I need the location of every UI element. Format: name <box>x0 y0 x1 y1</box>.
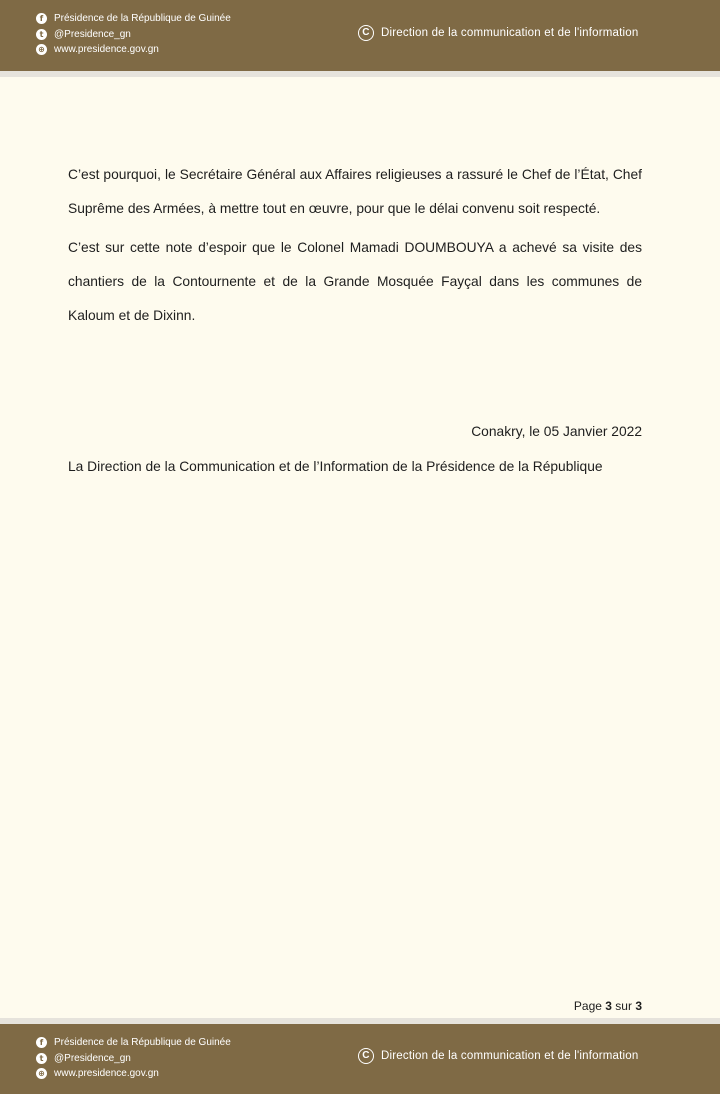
footer-facebook-row[interactable] <box>36 1035 231 1051</box>
page-middle: sur <box>615 999 632 1013</box>
header-social-links <box>36 11 231 58</box>
footer-credit <box>358 1048 638 1064</box>
copyright-icon: C <box>358 1048 374 1064</box>
footer-social-links <box>36 1035 231 1082</box>
globe-icon: ⊕ <box>36 1068 47 1079</box>
page-prefix: Page <box>573 999 602 1013</box>
header-credit <box>358 25 638 41</box>
footer-band <box>0 1024 720 1094</box>
document-body <box>68 158 642 338</box>
page-current: 3 <box>605 999 612 1013</box>
page-total: 3 <box>635 999 642 1013</box>
paragraph-1: C’est pourquoi, le Secrétaire Général aux Affaires religieuses a rassuré le Chef de l’État, Chef Suprême des Armées, à mettre tout en œuvre, pour que le délai convenu soit respecté. <box>68 167 642 216</box>
footer-facebook-text: Présidence de la République de Guinée <box>54 1037 231 1048</box>
footer-twitter-text: @Presidence_gn <box>54 1052 131 1064</box>
twitter-icon: t <box>36 1053 47 1064</box>
footer-website-row[interactable] <box>36 1066 231 1082</box>
globe-icon: ⊕ <box>36 44 47 55</box>
header-facebook-text: Présidence de la République de Guinée <box>54 13 231 24</box>
page-number <box>574 997 642 1015</box>
date-line: Conakry, le 05 Janvier 2022 <box>471 424 642 439</box>
header-website-row[interactable] <box>36 42 231 58</box>
header-divider <box>0 71 720 77</box>
copyright-icon: C <box>358 25 374 41</box>
header-website-text: www.presidence.gov.gn <box>54 44 159 55</box>
signature-line: La Direction de la Communication et de l’Information de la Présidence de la République <box>68 459 603 474</box>
twitter-icon: t <box>36 29 47 40</box>
header-band <box>0 0 720 71</box>
header-credit-text: Direction de la communication et de l'information <box>381 27 639 39</box>
footer-credit-text: Direction de la communication et de l'information <box>381 1050 639 1062</box>
paragraph-2: C’est sur cette note d’espoir que le Colonel Mamadi DOUMBOUYA a achevé sa visite des chantiers de la Contournente et de la Grande Mosquée Fayçal dans les communes de Kaloum et de Dixinn. <box>68 240 642 323</box>
footer-website-text: www.presidence.gov.gn <box>54 1068 159 1079</box>
header-twitter-text: @Presidence_gn <box>54 28 131 40</box>
header-twitter-row[interactable] <box>36 27 231 43</box>
header-facebook-row[interactable] <box>36 11 231 27</box>
facebook-icon: f <box>36 1037 47 1048</box>
facebook-icon: f <box>36 13 47 24</box>
footer-twitter-row[interactable] <box>36 1051 231 1067</box>
